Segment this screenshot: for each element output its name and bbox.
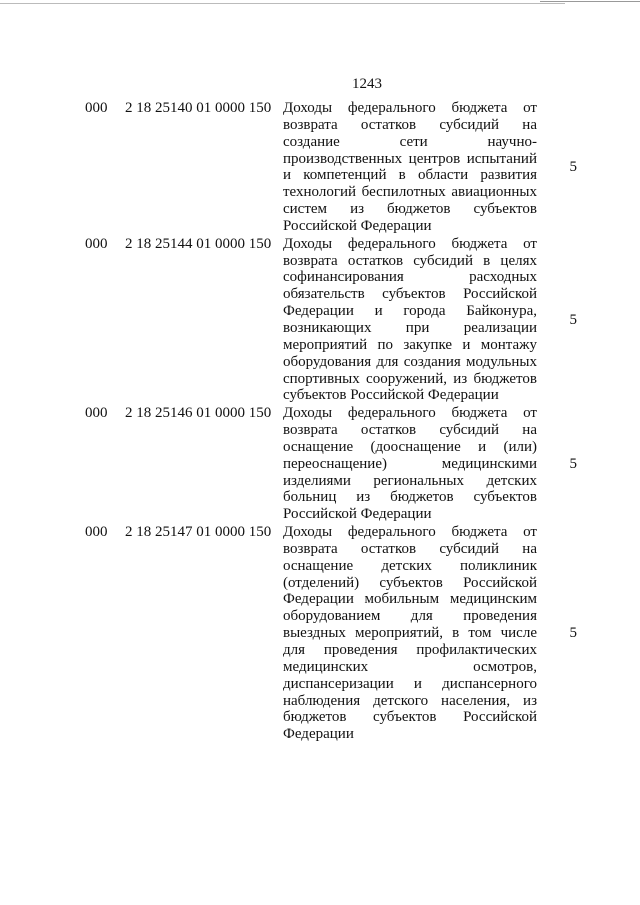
income-description: Доходы федерального бюджета от возврата остатков субсидий в целях софинансирования расходных обязательств субъектов Российской Федерации и города Байконура, возникающих при реализации мероприятий по закупке и монтажу оборудования для создания модульных спортивных сооружений, из бюджетов субъектов Российской Федерации bbox=[283, 235, 537, 404]
admin-code: 000 bbox=[85, 524, 108, 541]
norm-value: 5 bbox=[569, 158, 577, 175]
norm-value: 5 bbox=[569, 625, 577, 642]
page-number: 1243 bbox=[352, 76, 382, 92]
income-code: 2 18 25146 01 0000 150 bbox=[125, 405, 272, 422]
norm-value: 5 bbox=[569, 311, 577, 328]
income-description: Доходы федерального бюджета от возврата остатков субсидий на создание сети научно-производственных центров испытаний и компетенций в области развития технологий беспилотных авиационных систем из бюджетов субъектов Российской Федерации bbox=[283, 100, 537, 234]
income-code: 2 18 25147 01 0000 150 bbox=[125, 524, 272, 541]
table-row bbox=[85, 100, 577, 236]
admin-code: 000 bbox=[85, 235, 108, 252]
admin-code: 000 bbox=[85, 100, 108, 116]
norm-value: 5 bbox=[569, 455, 577, 472]
table-row bbox=[85, 524, 577, 744]
admin-code: 000 bbox=[85, 405, 108, 422]
table-row bbox=[85, 405, 577, 524]
income-code: 2 18 25144 01 0000 150 bbox=[125, 235, 272, 252]
income-description: Доходы федерального бюджета от возврата остатков субсидий на оснащение (дооснащение и (или) переоснащение) медицинскими изделиями региональных детских больниц из бюджетов субъектов Российской Федерации bbox=[283, 405, 537, 523]
scan-edge-line bbox=[540, 1, 640, 2]
income-codes-table bbox=[85, 100, 577, 744]
income-description: Доходы федерального бюджета от возврата остатков субсидий на оснащение детских поликлиник (отделений) субъектов Российской Федерации мобильным медицинским оборудованием для проведения выездных мероприятий, в том числе для проведения профилактических медицинских осмотров, диспансеризации и диспансерного наблюдения детского населения, из бюджетов субъектов Российской Федерации bbox=[283, 524, 537, 743]
income-code: 2 18 25140 01 0000 150 bbox=[125, 100, 272, 116]
scan-edge-line bbox=[0, 3, 565, 4]
table-row bbox=[85, 236, 577, 405]
